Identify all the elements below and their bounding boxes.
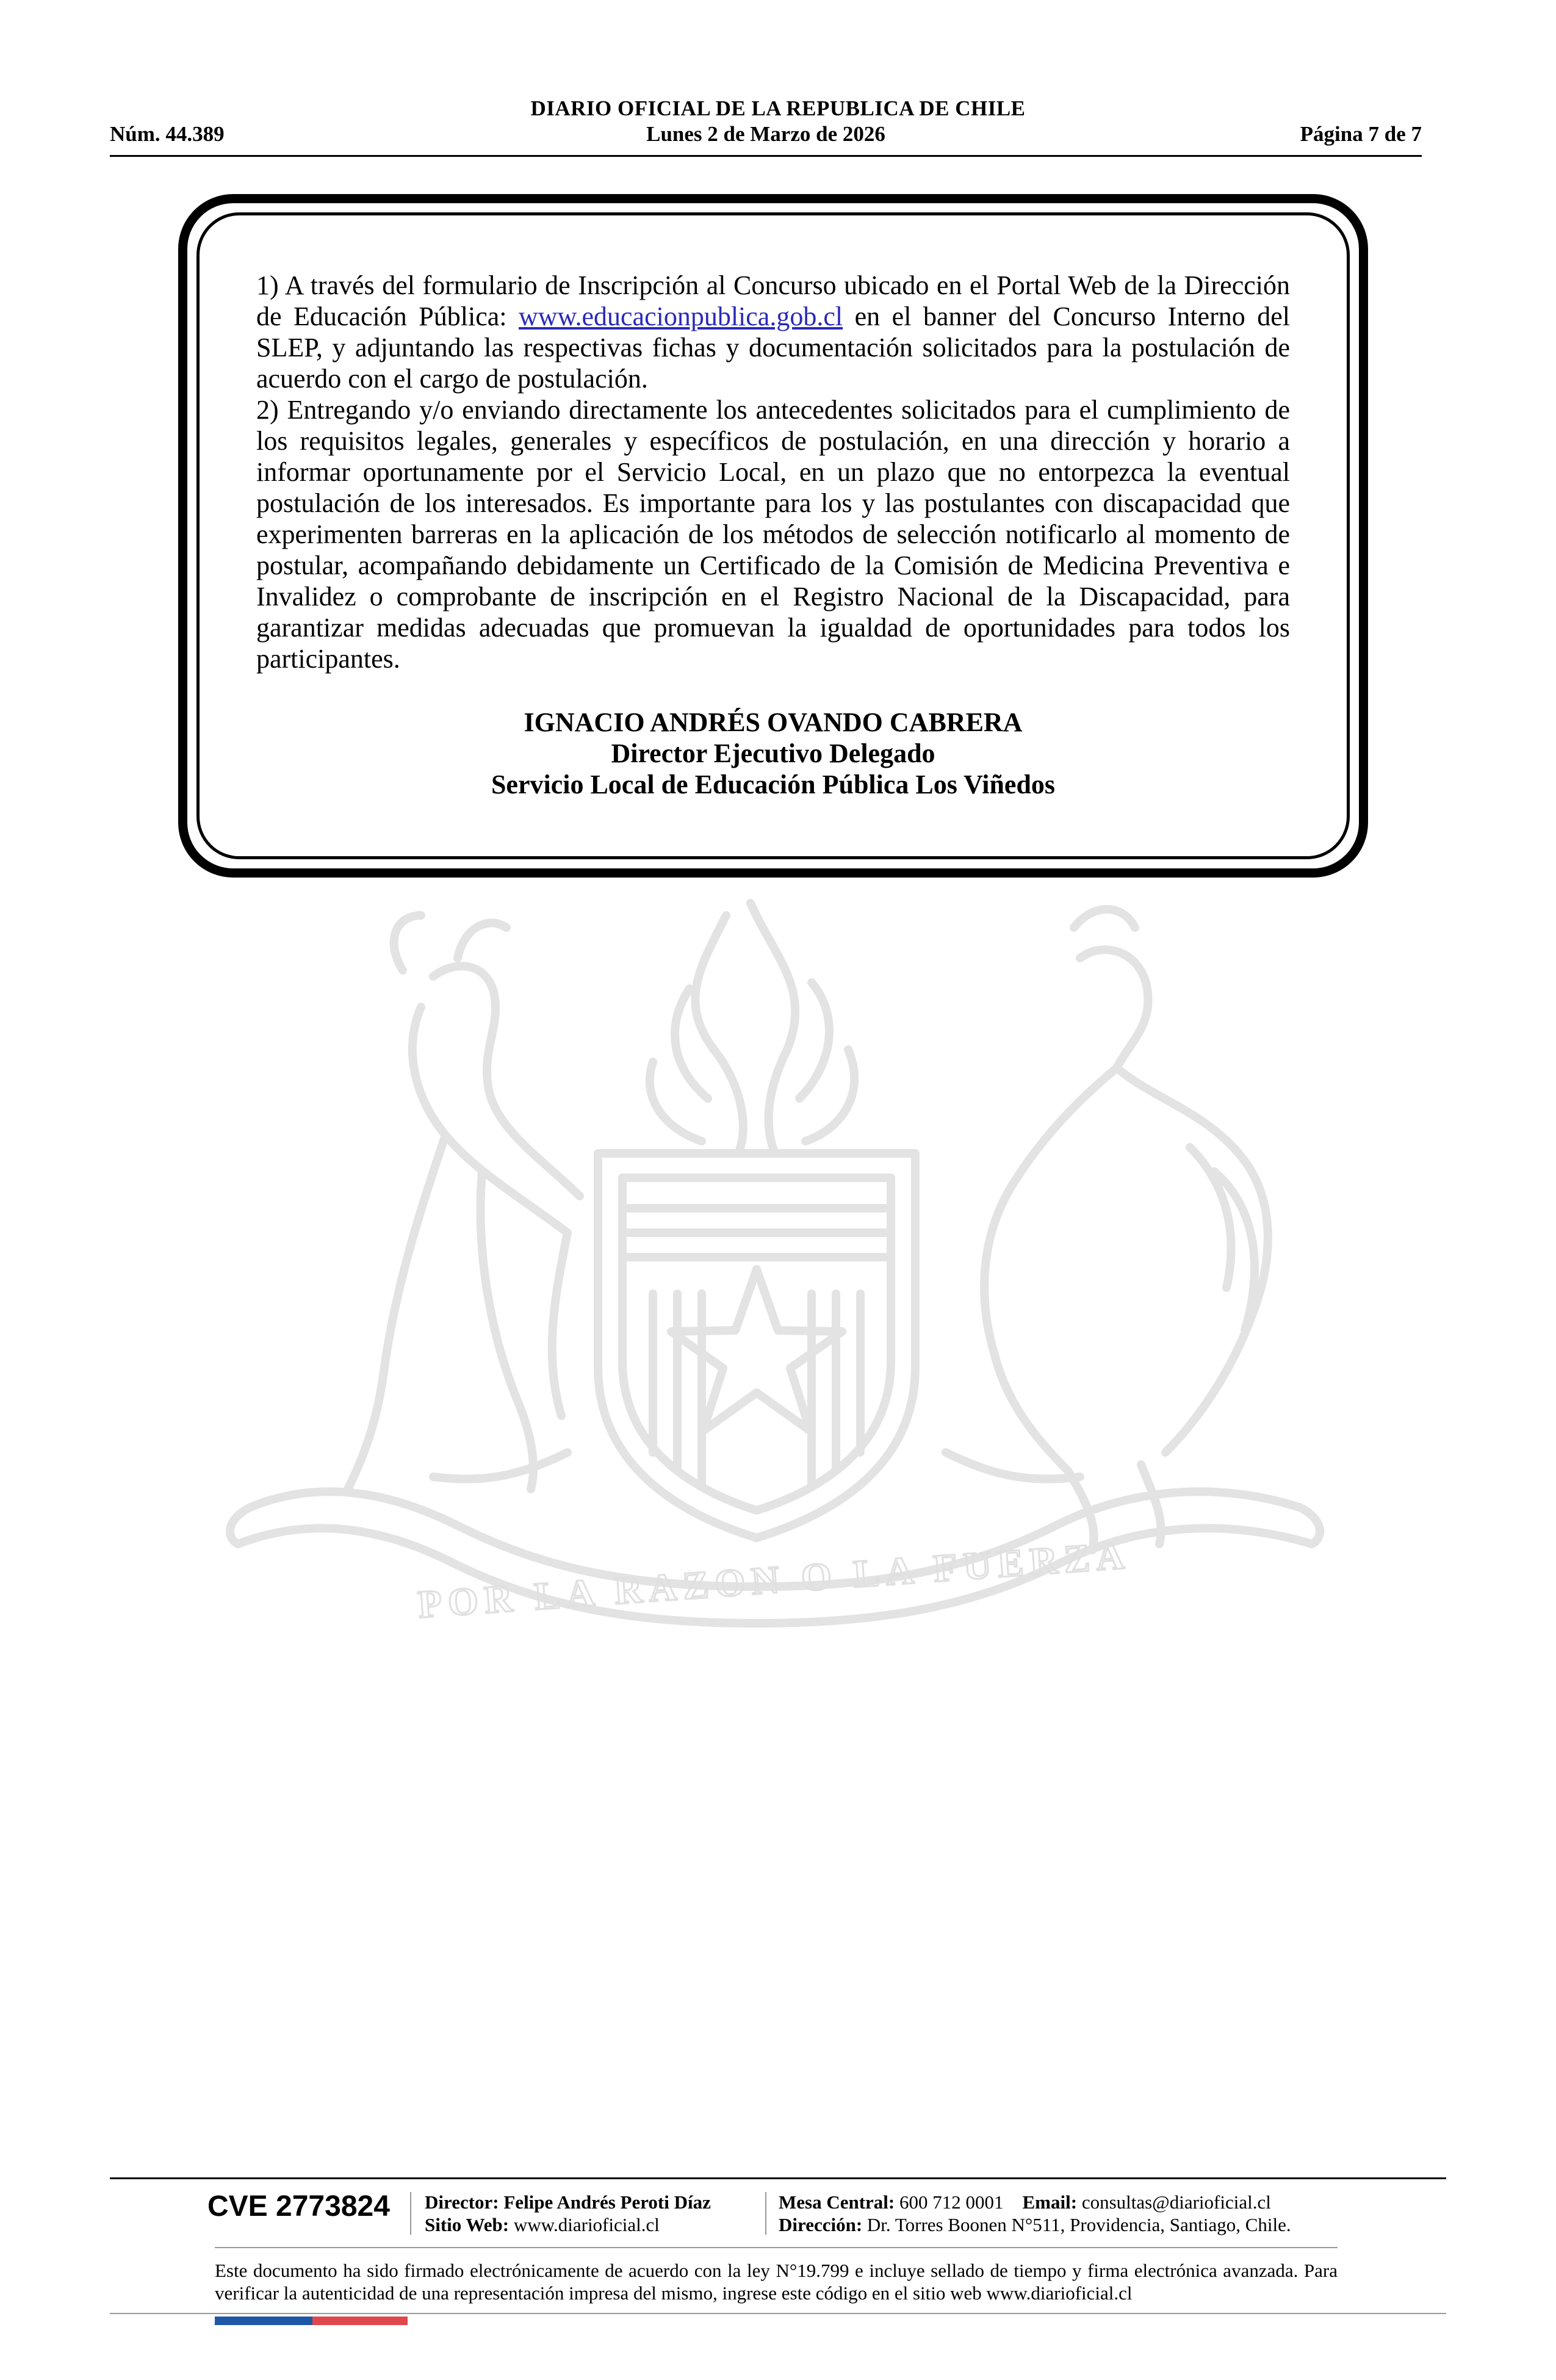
issue-number: Núm. 44.389 (110, 122, 225, 146)
email-address[interactable]: consultas@diarioficial.cl (1081, 2191, 1271, 2213)
footer-divider-top (110, 2177, 1446, 2179)
website-label: Sitio Web: (425, 2214, 510, 2235)
address-text: Dr. Torres Boonen N°511, Providencia, Santiago, Chile. (866, 2214, 1291, 2235)
director-label: Director: (425, 2191, 499, 2213)
phone-number: 600 712 0001 (899, 2191, 1004, 2213)
signature-verification-note: Este documento ha sido firmado electrónicamente de acuerdo con la ley N°19.799 e incluye sellado de tiempo y firma electrónica avanzada. Para verificar la autenticidad de una representación impresa del mismo, ingrese este código en el sitio web www.diarioficial.cl (215, 2260, 1338, 2304)
educacion-publica-link[interactable]: www.educacionpublica.gob.cl (519, 301, 843, 331)
cve-code: CVE 2773824 (207, 2190, 390, 2223)
issue-date: Lunes 2 de Marzo de 2026 (646, 122, 885, 146)
item-1-suffix: en el banner del Concurso Interno del SLEP, y adjuntando las respectivas fichas y documentación solicitados para la postulación de acuerdo con el cargo de postulación. (256, 301, 1291, 394)
signatory-office: Servicio Local de Educación Pública Los Viñedos (491, 770, 1056, 799)
signature-block (196, 707, 1350, 800)
item-1 (256, 270, 1290, 394)
footer-director-block (425, 2191, 711, 2236)
signatory-name: IGNACIO ANDRÉS OVANDO CABRERA (524, 707, 1023, 737)
email-label: Email: (1022, 2191, 1078, 2213)
item-2: 2) Entregando y/o enviando directamente los antecedentes solicitados para el cumplimiento de los requisitos legales, generales y específicos de postulación, en una dirección y horario a informar oportunamente por el Servicio Local, en un plazo que no entorpezca la eventual postulación de los interesados. Es importante para los y las postulantes con discapacidad que experimenten barreras en la aplicación de los métodos de selección notificarlo al momento de postular, acompañando debidamente un Certificado de la Comisión de Medicina Preventiva e Invalidez o comprobante de inscripción en el Registro Nacional de la Discapacidad, para garantizar medidas adecuadas que promuevan la igualdad de oportunidades para todos los participantes. (256, 395, 1290, 674)
page-indicator: Página 7 de 7 (1300, 122, 1422, 146)
coat-of-arms-watermark (201, 867, 1349, 1672)
director-name: Felipe Andrés Peroti Díaz (503, 2191, 711, 2213)
footer-separator-2 (765, 2192, 766, 2235)
notice-body (256, 270, 1290, 674)
footer-divider-bottom (110, 2313, 1446, 2314)
footer-divider-mid (215, 2247, 1338, 2248)
flag-stripe-blue (215, 2317, 312, 2325)
header-row (110, 122, 1422, 149)
flag-stripe-red (312, 2317, 408, 2325)
footer-contact-block (779, 2191, 1291, 2236)
motto-ribbon-text: POR LA RAZON O LA FUERZA (416, 1533, 1132, 1626)
address-label: Dirección: (779, 2214, 863, 2235)
phone-label: Mesa Central: (779, 2191, 895, 2213)
website-link[interactable]: www.diarioficial.cl (513, 2214, 660, 2235)
item-1-prefix: 1) A través del formulario de Inscripción al Concurso ubicado en el Portal Web de la Dirección de Educación Pública: (256, 270, 1290, 331)
header-divider (110, 155, 1422, 157)
publication-title: DIARIO OFICIAL DE LA REPUBLICA DE CHILE (530, 96, 1026, 120)
signatory-title: Director Ejecutivo Delegado (611, 738, 935, 768)
footer-separator-1 (410, 2192, 411, 2235)
